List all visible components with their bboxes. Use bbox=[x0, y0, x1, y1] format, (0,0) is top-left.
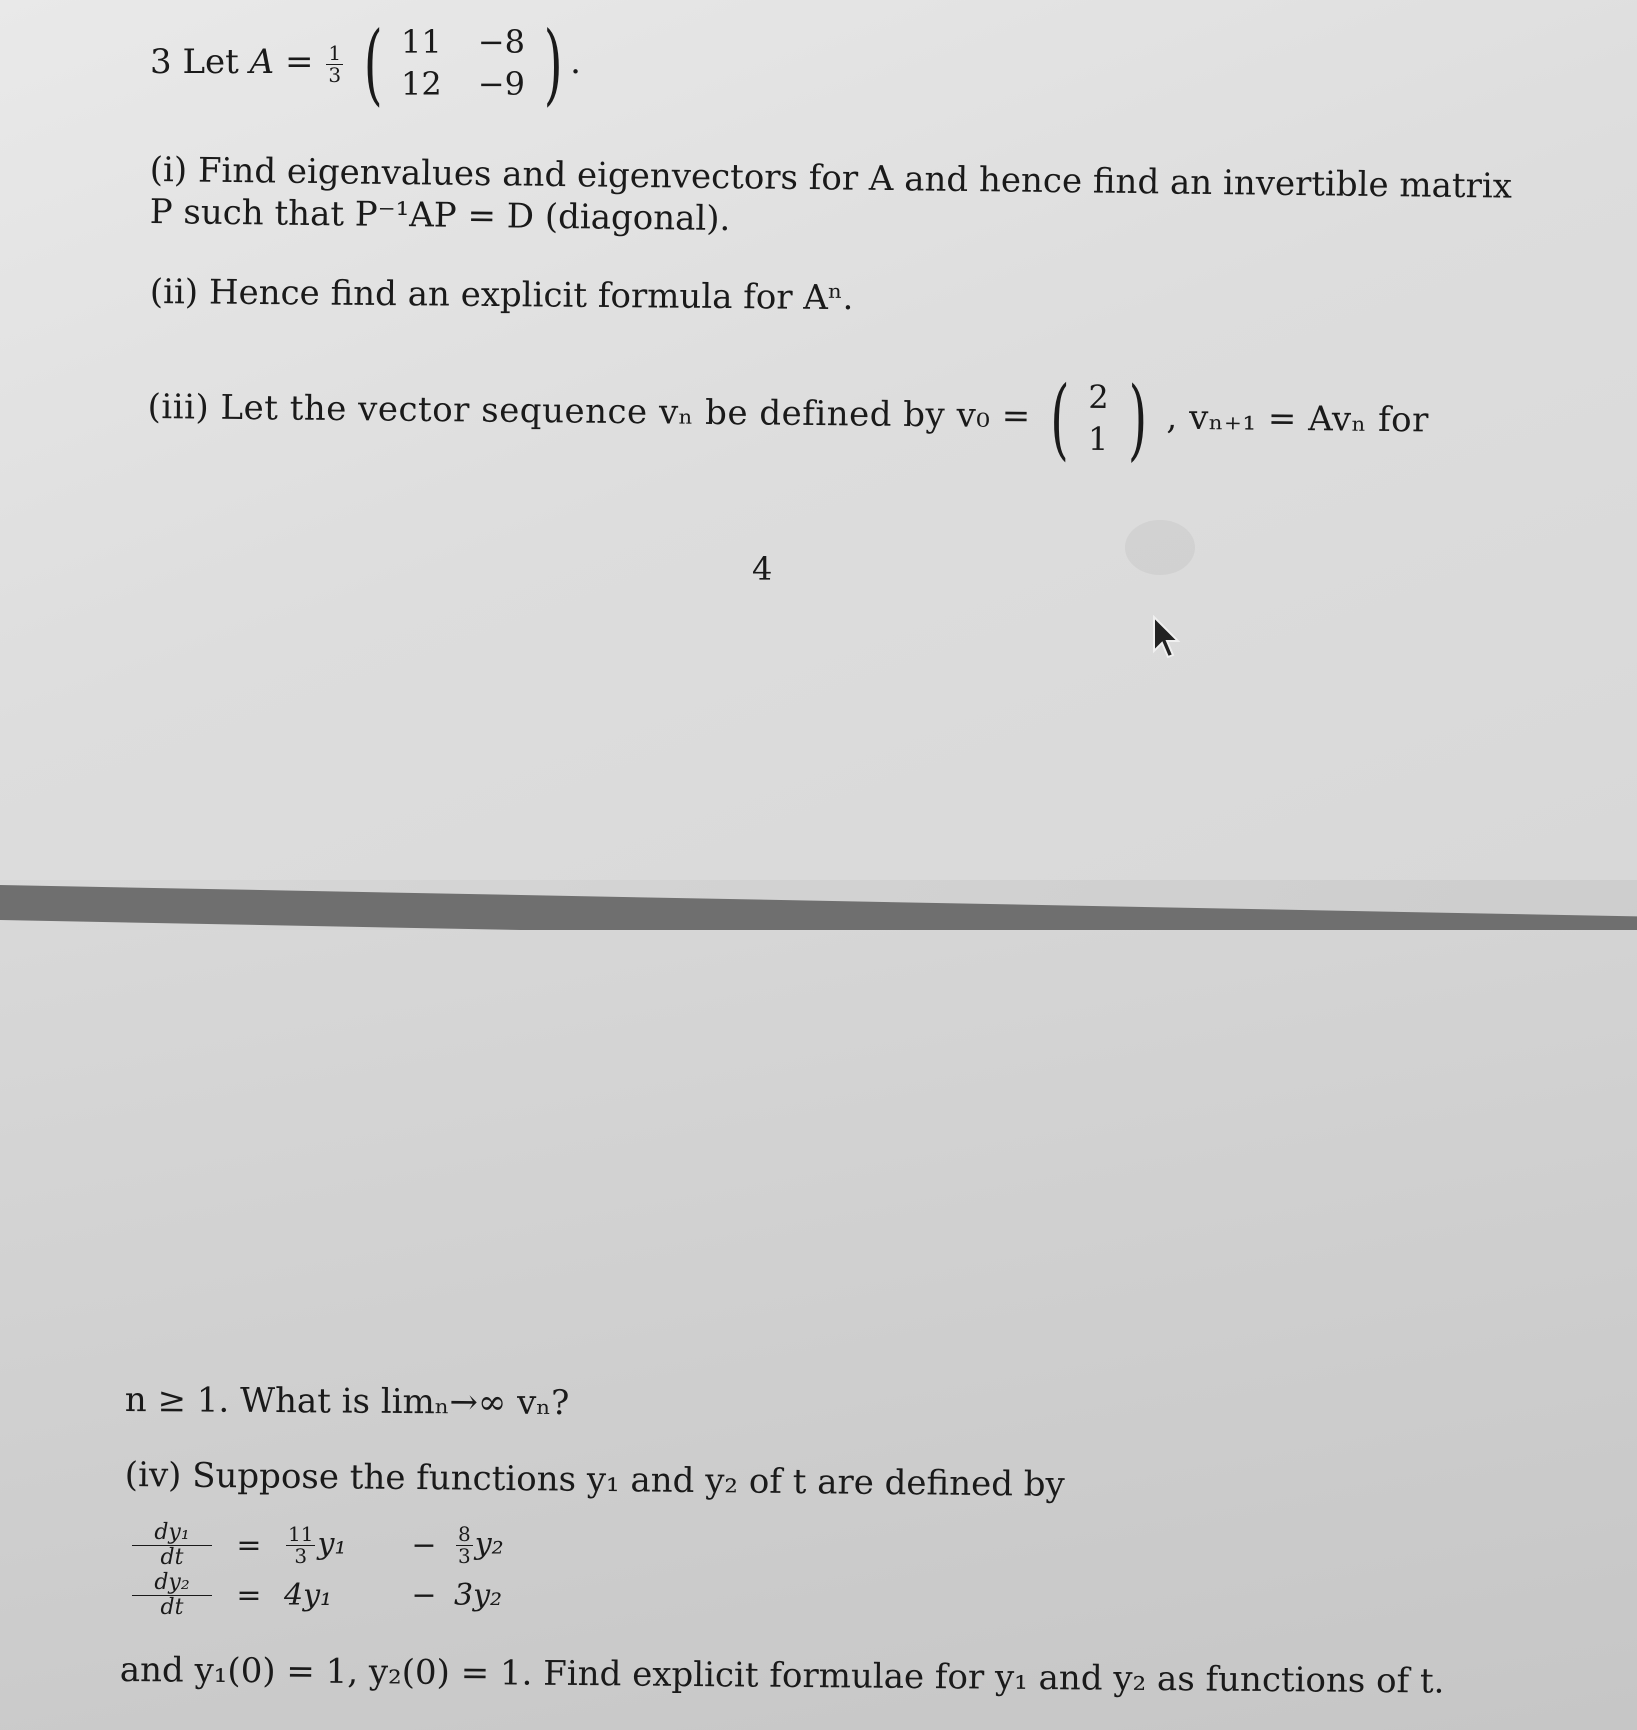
part-iv-closing-text: and y₁(0) = 1, y₂(0) = 1. Find explicit formulae for y₁ and y₂ as functions of t. bbox=[119, 1650, 1445, 1702]
part-iii: (iii) Let the vector sequence vₙ be defined by v₀ = ( 2 1 ) , vₙ₊₁ = Avₙ for bbox=[147, 366, 1430, 471]
matrix-name: A bbox=[249, 42, 275, 82]
part-iii-continuation bbox=[125, 1380, 570, 1423]
part-i-text-2: P such that P⁻¹AP = D (diagonal). bbox=[149, 192, 731, 240]
part-iv-label: (iv) bbox=[124, 1455, 182, 1496]
question-header: 3 Let A = $\frac{1}{3}$ ( 11 −8 12 −9 ) . bbox=[150, 12, 581, 115]
part-i-line2 bbox=[150, 192, 731, 239]
matrix-a: 11 −8 12 −9 bbox=[401, 23, 525, 103]
part-iii-limit-question: n ≥ 1. What is limₙ→∞ vₙ? bbox=[124, 1380, 570, 1424]
smudge bbox=[1125, 520, 1195, 575]
vector-v0: 2 1 bbox=[1087, 378, 1110, 459]
part-i-text-1: Find eigenvalues and eigenvectors for A and hence find an invertible matrix bbox=[197, 150, 1513, 207]
mouse-cursor-icon bbox=[1150, 615, 1184, 663]
ode-system bbox=[130, 1520, 574, 1620]
equation-row-2: $\frac{\text{dy₂}}{dt}$ = 4y₁ − 3y₂ bbox=[130, 1570, 574, 1620]
part-ii bbox=[150, 272, 854, 318]
part-iii-label: (iii) bbox=[147, 386, 210, 428]
part-iii-text-after: , vₙ₊₁ = Avₙ for bbox=[1166, 397, 1430, 441]
part-iv-text: Suppose the functions y₁ and y₂ of t are defined by bbox=[192, 1455, 1065, 1505]
page-number: 4 bbox=[752, 550, 773, 588]
part-iii-text-before: Let the vector sequence vₙ be defined by v₀ = bbox=[220, 387, 1031, 437]
part-i-label: (i) bbox=[149, 150, 188, 191]
equation-row-1: $\frac{\text{dy₁}}{dt}$ = $\frac{11}{3}$ y₁ − $\frac{8}{3}$ y₂ bbox=[130, 1520, 574, 1570]
question-number: 3 bbox=[150, 42, 172, 82]
let-word: Let bbox=[182, 42, 239, 82]
scalar-fraction: $\frac{1}{3}$ bbox=[328, 40, 342, 87]
part-ii-text: Hence find an explicit formula for Aⁿ. bbox=[208, 272, 854, 319]
part-ii-label: (ii) bbox=[149, 272, 199, 313]
